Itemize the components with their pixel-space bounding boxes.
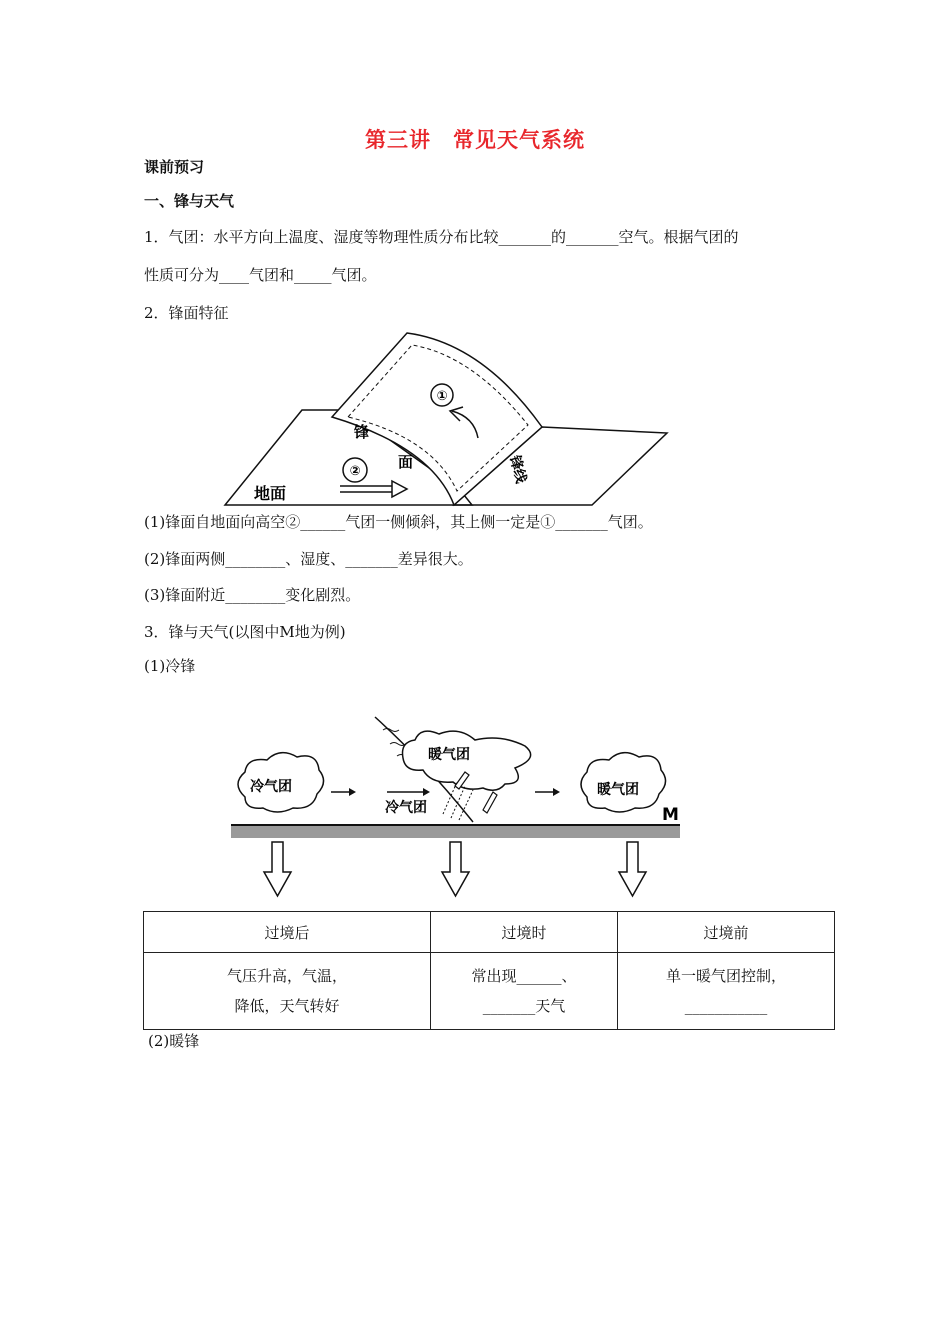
question-3-title: 3．锋与天气(以图中M地为例) [144, 623, 346, 641]
arrow-1-head [349, 788, 356, 796]
question-1-line-1: 1．气团：水平方向上温度、湿度等物理性质分布比较_______的_______空气。根据气团的 [144, 228, 739, 246]
cell-before-line-1: 单一暖气团控制， [666, 967, 787, 985]
header-after: 过境后 [144, 912, 431, 953]
cell-after-line-1: 气压升高，气温， [226, 967, 347, 985]
cold-front-weather-table [143, 911, 835, 1030]
question-2-item-2: (2)锋面两侧________、湿度、_______差异很大。 [144, 550, 473, 568]
arrow-3-head [553, 788, 560, 796]
header-during: 过境时 [431, 912, 618, 953]
front-label-feng: 锋 [354, 423, 370, 441]
ground-label: 地面 [254, 484, 287, 503]
circle-2-label: ② [349, 464, 361, 479]
cell-after-line-2: 降低，天气转好 [234, 997, 340, 1015]
cell-during-line-2: _______天气 [482, 997, 566, 1015]
cell-before [618, 953, 835, 1030]
cell-during-line-1: 常出现______、 [471, 967, 577, 985]
section-preview-heading: 课前预习 [144, 158, 205, 176]
page-title: 第三讲 常见天气系统 [365, 128, 585, 152]
question-3-item-1: (1)冷锋 [144, 657, 196, 675]
header-before: 过境前 [618, 912, 835, 953]
airflow-2-arrowhead [392, 481, 407, 497]
down-arrow-middle [442, 842, 469, 896]
table-header-row [144, 912, 835, 953]
cell-after [144, 953, 431, 1030]
cold-front-diagram [225, 712, 695, 902]
question-2-item-3: (3)锋面附近________变化剧烈。 [144, 586, 361, 604]
table-row [144, 953, 835, 1030]
front-surface-diagram [220, 325, 680, 510]
front-label-mian: 面 [398, 453, 414, 471]
down-arrow-left [264, 842, 291, 896]
question-1-line-2: 性质可分为____气团和_____气团。 [144, 266, 377, 284]
question-2-title: 2．锋面特征 [144, 304, 229, 322]
ground-hatch [231, 826, 680, 838]
cold-air-middle-label: 冷气团 [385, 800, 427, 816]
circle-1-label: ① [436, 389, 448, 404]
cell-during [431, 953, 618, 1030]
cell-before-line-2: ___________ [684, 997, 768, 1015]
warm-air-top-label: 暖气团 [428, 747, 470, 763]
front-line-label: 锋线 [506, 453, 529, 486]
warm-air-right-label: 暖气团 [597, 782, 639, 798]
question-2-item-1: (1)锋面自地面向高空②______气团一侧倾斜，其上侧一定是①_______气团。 [144, 513, 653, 531]
section-1-heading: 一、锋与天气 [144, 192, 235, 210]
arrow-2-head [423, 788, 430, 796]
down-arrow-right [619, 842, 646, 896]
question-3-item-2: (2)暖锋 [148, 1032, 200, 1050]
cold-air-left-label: 冷气团 [250, 779, 292, 795]
location-m-label: M [662, 805, 679, 825]
updraft-arrow-2 [483, 792, 497, 813]
